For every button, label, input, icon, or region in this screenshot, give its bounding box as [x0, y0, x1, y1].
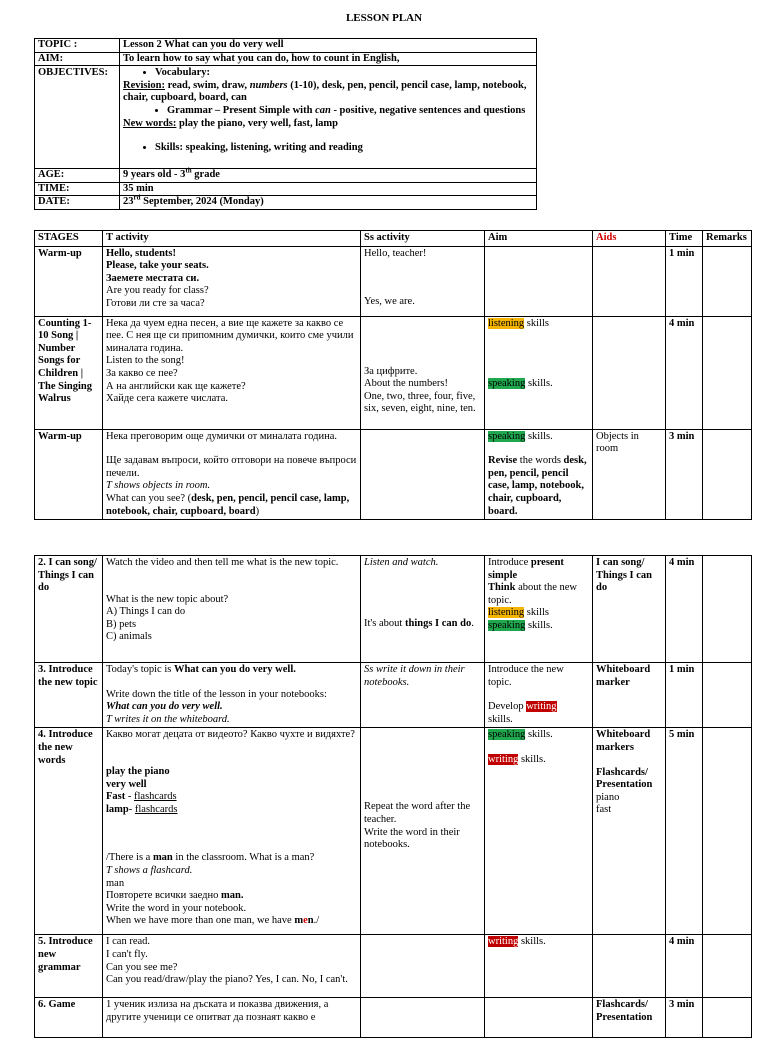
aim-header: Aim: [485, 231, 593, 247]
aim-row: [35, 52, 537, 66]
stage-cell: 2. I can song/ Things I can do: [35, 556, 103, 663]
remarks-cell: [703, 556, 752, 663]
aim-cell: speaking skills. writing skills.: [485, 728, 593, 935]
t-activity-cell: 1 ученик излиза на дъската и показва движения, а другите ученици се опитват да познаят какво е: [103, 998, 361, 1038]
t-activity-header: T activity: [103, 231, 361, 247]
stage-cell: Counting 1-10 Song | Number Songs for Children | The Singing Walrus: [35, 316, 103, 429]
time-cell: 4 min: [666, 935, 703, 998]
stage-cell: 3. Introduce the new topic: [35, 663, 103, 728]
aim-label: AIM:: [35, 52, 120, 66]
time-value: 35 min: [120, 182, 537, 196]
topic-row: [35, 39, 537, 53]
aids-cell: [593, 246, 666, 316]
stage-cell: Warm-up: [35, 429, 103, 520]
aim-cell: [485, 998, 593, 1038]
time-cell: 4 min: [666, 316, 703, 429]
aim-cell: Introduce present simple Think about the new topic. listening skills speaking skills.: [485, 556, 593, 663]
time-cell: 1 min: [666, 663, 703, 728]
topic-value: Lesson 2 What can you do very well: [120, 39, 537, 53]
remarks-cell: [703, 998, 752, 1038]
revision-line: Revision: read, swim, draw, numbers (1-10), desk, pen, pencil, pencil case, lamp, notebook, chair, cupboard, board, can: [123, 79, 527, 104]
aim-cell: writing skills.: [485, 935, 593, 998]
t-activity-cell: Watch the video and then tell me what is the new topic. What is the new topic about? A) Things I can do B) pets C) animals: [103, 556, 361, 663]
t-activity-cell: Нека да чуем една песен, а вие ще кажете за какво се пее. С нея ще си припомним думички, които сме учили миналата година. Listen to the song! За какво се пее? А на английски как ще кажете? Хайде сега кажете числата.: [103, 316, 361, 429]
remarks-cell: [703, 316, 752, 429]
remarks-header: Remarks: [703, 231, 752, 247]
stage-cell: 6. Game: [35, 998, 103, 1038]
table-row: [35, 935, 752, 998]
table-row: [35, 316, 752, 429]
aids-header: Aids: [593, 231, 666, 247]
document-title: LESSON PLAN: [345, 12, 423, 24]
aim-cell: [485, 246, 593, 316]
age-value: 9 years old - 3th grade: [120, 169, 537, 183]
aids-cell: Flashcards/ Presentation: [593, 998, 666, 1038]
table-row: [35, 429, 752, 520]
table-row: [35, 663, 752, 728]
aim-cell: Introduce the new topic. Develop writing skills.: [485, 663, 593, 728]
time-cell: 3 min: [666, 429, 703, 520]
new-words-line: New words: play the piano, very well, fast, lamp: [123, 117, 338, 129]
table-row: [35, 556, 752, 663]
time-label: TIME:: [35, 182, 120, 196]
age-label: AGE:: [35, 169, 120, 183]
remarks-cell: [703, 935, 752, 998]
t-activity-cell: Нека преговорим още думички от миналата година. Ще задавам въпроси, който отговори на повече въпроси печели. T shows objects in room. What can you see? (desk, pen, pencil, pencil case, lamp, notebook, chair, cupboard, board): [103, 429, 361, 520]
vocabulary-heading: • Vocabulary:: [155, 67, 533, 80]
stages-table-part-1: [34, 230, 752, 520]
t-activity-cell: Hello, students! Please, take your seats. Заемете местата си. Are you ready for class? Готови ли сте за часа?: [103, 246, 361, 316]
time-cell: 3 min: [666, 998, 703, 1038]
objectives-row: [35, 66, 537, 169]
time-row: [35, 182, 537, 196]
aids-cell: Whiteboard marker: [593, 663, 666, 728]
date-label: DATE:: [35, 196, 120, 210]
ss-activity-header: Ss activity: [361, 231, 485, 247]
date-value: 23rd September, 2024 (Monday): [120, 196, 537, 210]
topic-label: TOPIC :: [35, 39, 120, 53]
stages-header: STAGES: [35, 231, 103, 247]
t-activity-cell: Today's topic is What can you do very well. Write down the title of the lesson in your notebooks: What can you do very well. T writes it on the whiteboard.: [103, 663, 361, 728]
ss-activity-cell: Hello, teacher! Yes, we are.: [361, 246, 485, 316]
remarks-cell: [703, 429, 752, 520]
aids-cell: Whiteboard markers Flashcards/ Presentation piano fast: [593, 728, 666, 935]
date-row: [35, 196, 537, 210]
aim-value: To learn how to say what you can do, how to count in English,: [120, 52, 537, 66]
table-row: [35, 728, 752, 935]
table-row: [35, 246, 752, 316]
aids-cell: [593, 935, 666, 998]
time-header: Time: [666, 231, 703, 247]
lesson-info-table: [34, 38, 537, 210]
stage-cell: 4. Introduce the new words: [35, 728, 103, 935]
aim-cell: listening skills speaking skills.: [485, 316, 593, 429]
aim-cell: speaking skills. Revise the words desk, pen, pencil, pencil case, lamp, notebook, chair, cupboard, board.: [485, 429, 593, 520]
ss-activity-cell: [361, 998, 485, 1038]
ss-activity-cell: [361, 429, 485, 520]
header-row: [35, 231, 752, 247]
time-cell: 4 min: [666, 556, 703, 663]
objectives-content: [120, 66, 537, 169]
ss-activity-cell: [361, 935, 485, 998]
time-cell: 1 min: [666, 246, 703, 316]
objectives-label: OBJECTIVES:: [35, 66, 120, 169]
remarks-cell: [703, 246, 752, 316]
remarks-cell: [703, 663, 752, 728]
time-cell: 5 min: [666, 728, 703, 935]
aids-cell: Objects in room: [593, 429, 666, 520]
aids-cell: I can song/ Things I can do: [593, 556, 666, 663]
ss-activity-cell: За цифрите. About the numbers! One, two, three, four, five, six, seven, eight, nine, ten.: [361, 316, 485, 429]
age-row: [35, 169, 537, 183]
stages-table-part-2: [34, 555, 752, 1038]
stage-cell: 5. Introduce new grammar: [35, 935, 103, 998]
table-row: [35, 998, 752, 1038]
ss-activity-cell: Ss write it down in their notebooks.: [361, 663, 485, 728]
t-activity-cell: Какво могат децата от видеото? Какво чухте и видяхте? play the piano very well Fast - flashcards lamp- flashcards /There is a man in the classroom. What is a man? T shows a flashcard. man Повторете всички заедно man. Write the word in your notebook. When we have more than one man, we have men./: [103, 728, 361, 935]
ss-activity-cell: Listen and watch. It's about things I can do.: [361, 556, 485, 663]
t-activity-cell: I can read. I can't fly. Can you see me? Can you read/draw/play the piano? Yes, I can. No, I can't.: [103, 935, 361, 998]
stage-cell: Warm-up: [35, 246, 103, 316]
grammar-line: • Grammar – Present Simple with can - positive, negative sentences and questions: [167, 105, 533, 118]
remarks-cell: [703, 728, 752, 935]
skills-line: • Skills: speaking, listening, writing and reading: [155, 142, 533, 155]
ss-activity-cell: Repeat the word after the teacher. Write the word in their notebooks.: [361, 728, 485, 935]
aids-cell: [593, 316, 666, 429]
